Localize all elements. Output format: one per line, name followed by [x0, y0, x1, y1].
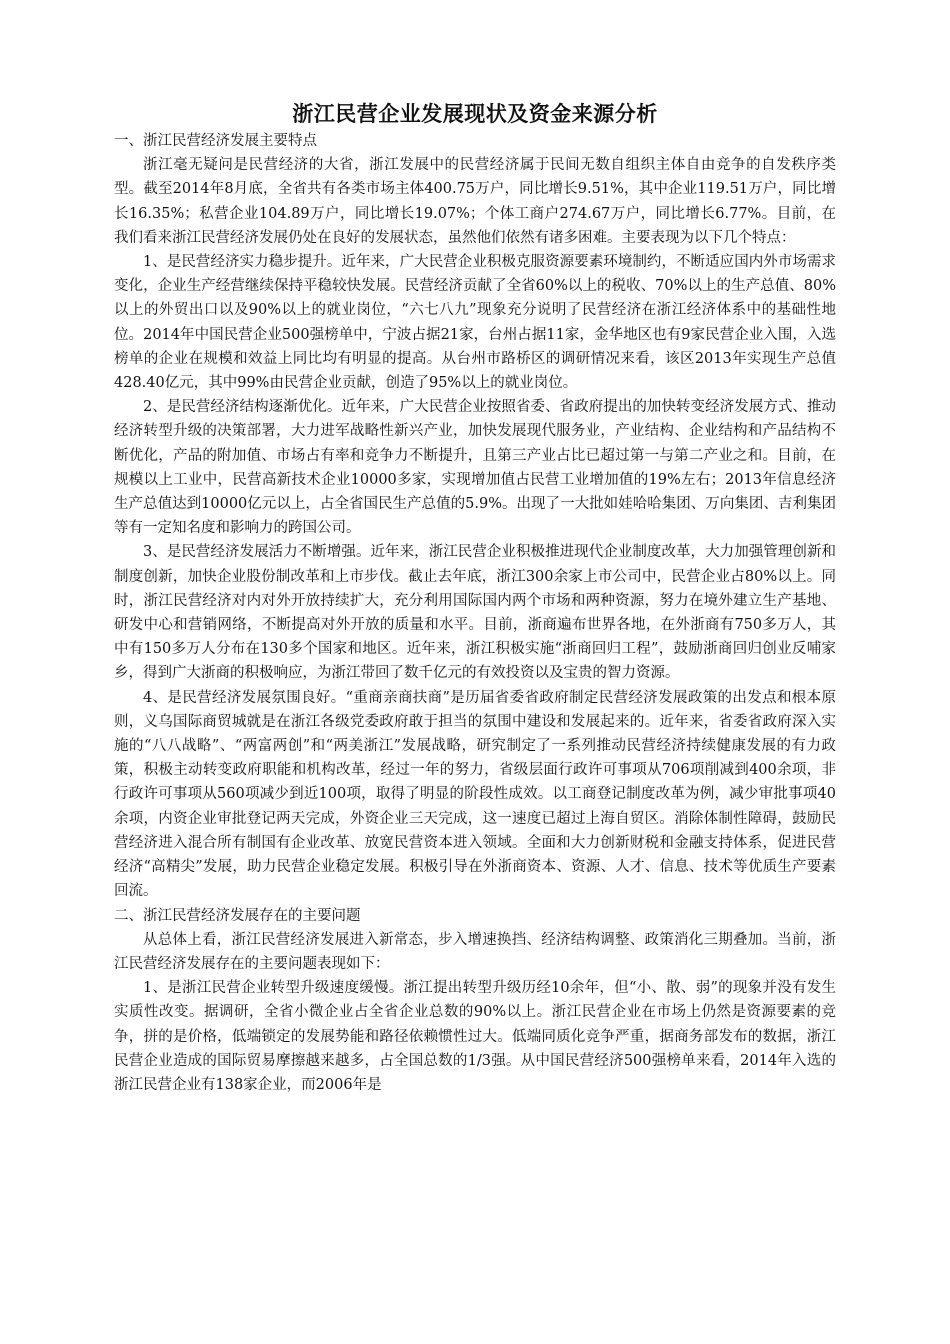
section-2-heading: 二、浙江民营经济发展存在的主要问题: [114, 907, 361, 924]
section-1-point-4-paragraph: 4、是民营经济发展氛围良好。“重商亲商扶商”是历届省委省政府制定民营经济发展政策的出发点和根本原则，义乌国际商贸城就是在浙江各级党委政府敢于担当的氛围中建设和发展起来的。近年来，省委省政府深入实施的“八八战略”、“两富两创”和“两美浙江”发展战略，研究制定了一系列推动民营经济持续健康发展的有力政策，积极主动转变政府职能和机构改革，经过一年的努力，省级层面行政许可事项从706项削减到400余项，非行政许可事项从560项减少到近100项，取得了明显的阶段性成效。以工商登记制度改革为例，减少审批事项40余项，内资企业审批登记两天完成，外资企业三天完成，这一速度已超过上海自贸区。消除体制性障碍，鼓励民营经济进入混合所有制国有企业改革、放宽民营资本进入领域。全面和大力创新财税和金融支持体系，促进民营经济“高精尖”发展，助力民营企业稳定发展。积极引导在外浙商资本、资源、人才、信息、技术等优质生产要素回流。: [114, 689, 837, 900]
section-1-intro-paragraph: 浙江毫无疑问是民营经济的大省，浙江发展中的民营经济属于民间无数自组织主体自由竞争的自发秩序类型。截至2014年8月底，全省共有各类市场主体400.75万户，同比增长9.51%，其中企业119.51万户，同比增长16.35%；私营企业104.89万户，同比增长19.07%；个体工商户274.67万户，同比增长6.77%。目前，在我们看来浙江民营经济发展仍处在良好的发展状态，虽然他们依然有诸多困难。主要表现为以下几个特点：: [114, 157, 836, 246]
section-1-point-3-paragraph: 3、是民营经济发展活力不断增强。近年来，浙江民营企业积极推进现代企业制度改革，大力加强管理创新和制度创新，加快企业股份制改革和上市步伐。截止去年底，浙江300余家上市公司中，民营企业占80%以上。同时，浙江民营经济对内对外开放持续扩大，充分利用国际国内两个市场和两种资源，努力在境外建立生产基地、研发中心和营销网络，不断提高对外开放的质量和水平。目前，浙商遍布世界各地，在外浙商有750多万人，其中有150多万人分布在130多个国家和地区。近年来，浙江积极实施“浙商回归工程”，鼓励浙商回归创业反哺家乡，得到广大浙商的积极响应，为浙江带回了数千亿元的有效投资以及宝贵的智力资源。: [114, 544, 836, 682]
section-2-point-1-paragraph: 1、是浙江民营企业转型升级速度缓慢。浙江提出转型升级历经10余年，但“小、散、弱”的现象并没有发生实质性改变。据调研，全省小微企业占全省企业总数的90%以上。浙江民营企业在市场上仍然是资源要素的竞争，拼的是价格，低端锁定的发展势能和路径依赖惯性过大。低端同质化竞争严重，据商务部发布的数据，浙江民营企业造成的国际贸易摩擦越来越多，占全国总数的1/3强。从中国民营经济500强榜单来看，2014年入选的浙江民营企业有138家企业，而2006年是: [114, 980, 836, 1093]
section-1-point-1-paragraph: 1、是民营经济实力稳步提升。近年来，广大民营企业积极克服资源要素环境制约，不断适应国内外市场需求变化，企业生产经营继续保持平稳较快发展。民营经济贡献了全省60%以上的税收、70%以上的生产总值、80%以上的外贸出口以及90%以上的就业岗位，“六七八九”现象充分说明了民营经济在浙江经济体系中的基础性地位。2014年中国民营企业500强榜单中，宁波占据21家，台州占据11家，金华地区也有9家民营企业入围，入选榜单的企业在规模和效益上同比均有明显的提高。从台州市路桥区的调研情况来看，该区2013年实现生产总值428.40亿元，其中99%由民营企业贡献，创造了95%以上的就业岗位。: [114, 254, 836, 392]
section-1-heading: 一、浙江民营经济发展主要特点: [114, 133, 317, 149]
document-title: 浙江民营企业发展现状及资金来源分析: [292, 101, 658, 126]
section-1-point-2-paragraph: 2、是民营经济结构逐渐优化。近年来，广大民营企业按照省委、省政府提出的加快转变经济发展方式、推动经济转型升级的决策部署，大力进军战略性新兴产业，加快发展现代服务业，产业结构、企业结构和产品结构不断优化，产品的附加值、市场占有率和竞争力不断提升，且第三产业占比已超过第一与第二产业之和。目前，在规模以上工业中，民营高新技术企业10000多家，实现增加值占民营工业增加值的19%左右；2013年信息经济生产总值达到10000亿元以上，占全省国民生产总值的5.9%。出现了一大批如娃哈哈集团、万向集团、吉利集团等有一定知名度和影响力的跨国公司。: [114, 399, 836, 537]
section-2-intro-paragraph: 从总体上看，浙江民营经济发展进入新常态，步入增速换挡、经济结构调整、政策消化三期叠加。当前，浙江民营经济发展存在的主要问题表现如下：: [114, 931, 836, 972]
